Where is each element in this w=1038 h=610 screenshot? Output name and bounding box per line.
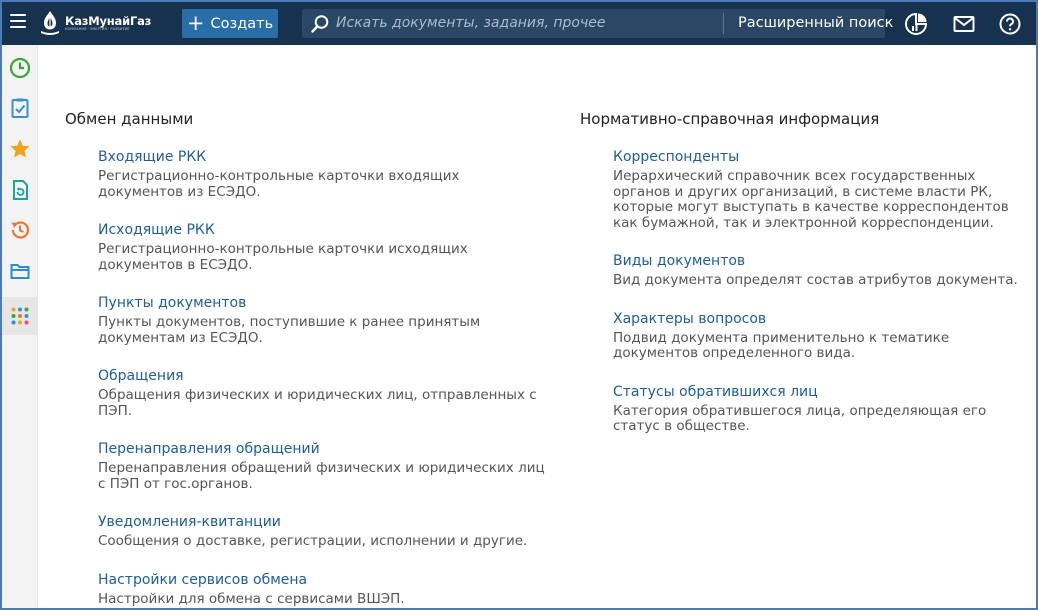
entry-link[interactable]: Исходящие РКК — [98, 222, 215, 238]
logo-subtext: КОМПАНИЯ · ЭНЕРГИЯ · РАЗВИТИЕ — [65, 26, 130, 31]
help-icon[interactable] — [998, 12, 1022, 36]
clock-icon — [9, 57, 31, 79]
entry-link[interactable]: Статусы обратившихся лиц — [613, 383, 818, 400]
apps-grid-icon — [9, 305, 31, 327]
entry-description: Регистрационно-контрольные карточки исходящих документов в ЕСЭДО. — [98, 241, 468, 273]
section-reference-info — [580, 110, 1020, 435]
logo-text: КазМунайГаз КОМПАНИЯ · ЭНЕРГИЯ · РАЗВИТИЕ — [65, 13, 152, 31]
entry-link[interactable]: Перенаправления обращений — [98, 441, 320, 457]
entry-description: Подвид документа применительно к тематике документов определенного вида. — [613, 329, 950, 361]
list-item — [98, 148, 545, 200]
search-input[interactable] — [336, 12, 716, 34]
sidebar-item-apps[interactable] — [2, 297, 38, 335]
list-item — [613, 252, 1020, 289]
entry-link[interactable]: Характеры вопросов — [613, 310, 767, 327]
entry-link[interactable]: Корреспонденты — [613, 149, 740, 165]
analytics-icon[interactable] — [904, 12, 928, 36]
history-icon — [9, 219, 31, 241]
list-item — [98, 221, 545, 273]
entry-description: Регистрационно-контрольные карточки входящих документов из ЕСЭДО. — [98, 168, 460, 200]
entry-description: Обращения физических и юридических лиц, отправленных с ПЭП. — [98, 387, 537, 419]
search-bar — [302, 9, 894, 38]
menu-icon[interactable] — [10, 14, 26, 28]
list-item — [613, 310, 1020, 362]
entries-list — [65, 148, 545, 607]
entries-list — [580, 148, 1020, 435]
search-divider — [723, 13, 724, 34]
main-content — [39, 45, 1036, 608]
list-item — [98, 440, 545, 492]
sidebar-item-history[interactable] — [2, 211, 38, 249]
entry-link[interactable]: Настройки сервисов обмена — [98, 571, 308, 588]
document-refresh-icon — [9, 179, 31, 201]
logo-emblem-icon — [38, 10, 62, 36]
entry-link[interactable]: Пункты документов — [98, 295, 247, 311]
plus-icon: + — [186, 10, 205, 35]
sidebar-item-documents[interactable] — [2, 171, 38, 209]
entry-description: Вид документа определят состав атрибутов документа. — [613, 272, 1018, 288]
entry-description: Перенаправления обращений физических и юридических лиц с ПЭП от гос.органов. — [98, 460, 545, 492]
create-button[interactable] — [182, 9, 278, 38]
entry-description: Пункты документов, поступившие к ранее принятым документам из ЕСЭДО. — [98, 314, 481, 346]
create-button-label: Создать — [210, 15, 274, 32]
folder-icon — [9, 260, 31, 282]
section-title: Обмен данными — [65, 110, 194, 128]
list-item — [613, 148, 1020, 231]
sidebar — [2, 45, 38, 610]
entry-link[interactable]: Обращения — [98, 368, 184, 384]
entry-link[interactable]: Входящие РКК — [98, 149, 207, 165]
advanced-search-button[interactable]: Расширенный поиск — [738, 15, 894, 31]
mail-icon[interactable] — [952, 12, 976, 36]
list-item — [98, 513, 545, 550]
logo[interactable] — [38, 9, 151, 37]
entry-link[interactable]: Виды документов — [613, 253, 746, 269]
sidebar-item-recent[interactable] — [2, 49, 38, 87]
sidebar-item-tasks[interactable] — [2, 89, 38, 127]
entry-description: Категория обратившегося лица, определяющая его статус в обществе. — [613, 402, 987, 434]
search-icon[interactable] — [310, 14, 330, 34]
section-data-exchange — [65, 110, 545, 607]
list-item — [98, 367, 545, 419]
entry-link[interactable]: Уведомления-квитанции — [98, 514, 281, 530]
entry-description: Иерархический справочник всех государственных органов и других организаций, в системе власти РК, которые могут выступать в качестве корреспондентов как бумажной, так и электронной корреспонденции. — [613, 168, 1009, 231]
entry-description: Настройки для обмена с сервисами ВШЭП. — [98, 590, 405, 607]
list-item — [98, 294, 545, 346]
entry-description: Сообщения о доставке, регистрации, исполнении и другие. — [98, 533, 528, 549]
tasks-icon — [9, 97, 31, 119]
top-bar — [2, 2, 1036, 45]
sidebar-item-favorites[interactable] — [2, 130, 38, 168]
list-item — [613, 383, 1020, 435]
section-title: Нормативно-справочная информация — [580, 110, 880, 128]
list-item — [98, 571, 545, 608]
sidebar-item-folders[interactable] — [2, 252, 38, 290]
star-icon — [9, 138, 31, 160]
